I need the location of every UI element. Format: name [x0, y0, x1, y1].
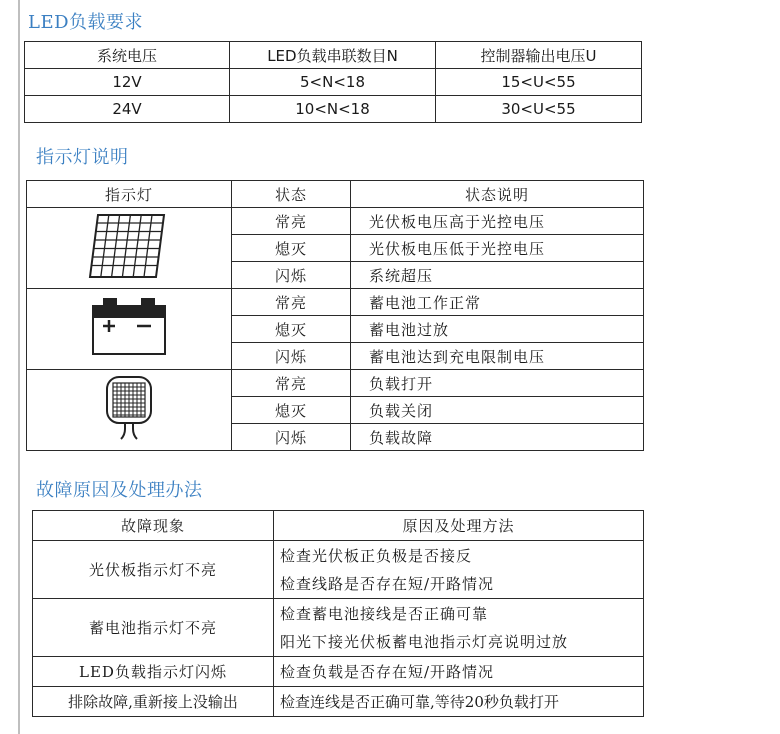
table-row — [25, 69, 642, 96]
left-margin-rule — [18, 0, 20, 734]
description-cell: 负载故障 — [351, 424, 644, 451]
state-cell: 常亮 — [232, 208, 351, 235]
table-row — [33, 599, 644, 657]
description-cell: 负载关闭 — [351, 397, 644, 424]
state-cell: 常亮 — [232, 289, 351, 316]
solution-line: 检查线路是否存在短/开路情况 — [280, 574, 495, 593]
description-cell: 蓄电池过放 — [351, 316, 644, 343]
table-header-row — [25, 42, 642, 69]
indicators-heading: 指示灯说明 — [36, 147, 129, 168]
header-cell: 原因及处理方法 — [274, 511, 644, 541]
lamp-cell — [27, 370, 232, 451]
header-cell: 控制器输出电压U — [436, 42, 642, 69]
state-cell: 闪烁 — [232, 424, 351, 451]
header-cell: 指示灯 — [27, 181, 232, 208]
table-cell: 10<N<18 — [230, 96, 436, 123]
indicators-table — [26, 180, 644, 451]
table-row — [27, 370, 644, 397]
solution-line: 检查连线是否正确可靠,等待20秒负载打开 — [280, 692, 559, 711]
solar-panel-icon — [84, 211, 174, 281]
header-cell: LED负载串联数目N — [230, 42, 436, 69]
battery-icon — [89, 296, 169, 358]
solution-line: 阳光下接光伏板蓄电池指示灯亮说明过放 — [280, 632, 569, 651]
table-row — [27, 208, 644, 235]
header-cell: 状态 — [232, 181, 351, 208]
description-cell: 光伏板电压低于光控电压 — [351, 235, 644, 262]
description-cell: 光伏板电压高于光控电压 — [351, 208, 644, 235]
description-cell: 蓄电池工作正常 — [351, 289, 644, 316]
table-cell: 24V — [25, 96, 230, 123]
solution-line: 检查光伏板正负极是否接反 — [280, 546, 473, 565]
description-cell: 系统超压 — [351, 262, 644, 289]
description-cell: 蓄电池达到充电限制电压 — [351, 343, 644, 370]
state-cell: 熄灭 — [232, 235, 351, 262]
led-requirements-table — [24, 41, 642, 123]
solution-cell — [274, 599, 644, 657]
solution-cell — [274, 541, 644, 599]
table-row — [33, 687, 644, 717]
led-requirements-heading: LED负载要求 — [28, 12, 144, 33]
symptom-cell: 光伏板指示灯不亮 — [33, 541, 274, 599]
table-row — [27, 289, 644, 316]
table-cell: 5<N<18 — [230, 69, 436, 96]
lamp-icon — [99, 373, 159, 443]
state-cell: 熄灭 — [232, 316, 351, 343]
table-cell: 15<U<55 — [436, 69, 642, 96]
table-header-row — [33, 511, 644, 541]
state-cell: 常亮 — [232, 370, 351, 397]
table-cell: 12V — [25, 69, 230, 96]
header-cell: 状态说明 — [351, 181, 644, 208]
table-header-row — [27, 181, 644, 208]
symptom-cell: LED负载指示灯闪烁 — [33, 657, 274, 687]
troubleshooting-heading: 故障原因及处理办法 — [36, 480, 203, 501]
table-cell: 30<U<55 — [436, 96, 642, 123]
solution-line: 检查蓄电池接线是否正确可靠 — [280, 604, 489, 623]
troubleshooting-table — [32, 510, 644, 717]
header-cell: 故障现象 — [33, 511, 274, 541]
solution-cell — [274, 687, 644, 717]
symptom-cell: 蓄电池指示灯不亮 — [33, 599, 274, 657]
solution-cell — [274, 657, 644, 687]
header-cell: 系统电压 — [25, 42, 230, 69]
symptom-cell: 排除故障,重新接上没输出 — [33, 687, 274, 717]
solar-panel-cell — [27, 208, 232, 289]
battery-cell — [27, 289, 232, 370]
description-cell: 负载打开 — [351, 370, 644, 397]
solution-line: 检查负载是否存在短/开路情况 — [280, 662, 495, 681]
table-row — [25, 96, 642, 123]
state-cell: 熄灭 — [232, 397, 351, 424]
state-cell: 闪烁 — [232, 343, 351, 370]
state-cell: 闪烁 — [232, 262, 351, 289]
table-row — [33, 657, 644, 687]
table-row — [33, 541, 644, 599]
